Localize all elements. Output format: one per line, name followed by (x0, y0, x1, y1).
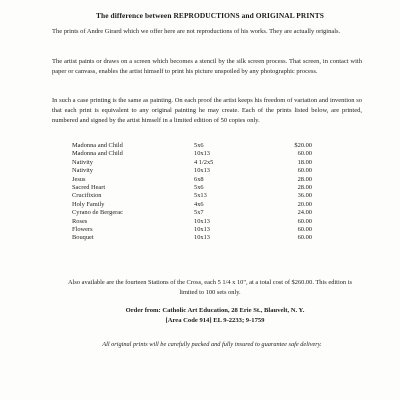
price-row (72, 218, 312, 226)
print-title: Nativity (72, 167, 93, 175)
order-info (55, 306, 375, 326)
stations-of-the-cross-note: Also available are the fourteen Stations of the Cross, each 5 1/4 x 10", at a total cost of $260.00. This edition is limited to 100 sets only. (68, 279, 352, 296)
print-price: $20.00 (294, 142, 312, 149)
print-title: Cyrano de Bergerac (72, 209, 123, 217)
print-size: 10x13 (194, 150, 210, 158)
print-size: 4 1/2x5 (194, 158, 214, 166)
intro-paragraph: The prints of Andre Girard which we offer here are not reproductions of his works. They are actually originals. (52, 28, 341, 35)
shipping-note: All original prints will be carefully packed and fully insured to guarantee safe delivery. (102, 341, 322, 348)
print-title: Madonna and Child (72, 142, 123, 149)
print-title: Jesus (72, 175, 86, 183)
print-price: 20.00 (297, 200, 312, 208)
print-size: 6x8 (194, 175, 204, 183)
print-size: 5x13 (194, 192, 207, 200)
print-size: 5x7 (194, 209, 204, 217)
print-price: 60.00 (297, 150, 312, 158)
print-size: 10x13 (194, 217, 210, 225)
print-title: Flowers (72, 226, 93, 234)
print-size: 10x13 (194, 167, 210, 175)
print-price: 24.00 (297, 209, 312, 217)
price-row (72, 167, 312, 175)
price-row (72, 209, 312, 217)
print-size: 10x13 (194, 234, 210, 242)
price-row (72, 226, 312, 234)
price-row (72, 234, 312, 242)
print-title: Sacred Heart (72, 184, 106, 192)
print-price: 28.00 (297, 175, 312, 183)
print-price: 36.00 (297, 192, 312, 200)
print-price-table (72, 142, 312, 243)
print-price: 60.00 (297, 167, 312, 175)
print-title: Bouquet (72, 234, 94, 242)
price-row (72, 184, 312, 192)
print-title: Nativity (72, 158, 93, 166)
print-price: 28.00 (297, 184, 312, 192)
price-row (72, 192, 312, 200)
order-address: Order from: Catholic Art Education, 28 Erie St., Blauvelt, N. Y. (125, 307, 305, 314)
price-row (72, 201, 312, 209)
price-row (72, 159, 312, 167)
print-size: 4x6 (194, 200, 204, 208)
print-price: 60.00 (297, 226, 312, 234)
print-title: Roses (72, 217, 88, 225)
print-price: 60.00 (297, 217, 312, 225)
order-phone: [Area Code 914] EL 9-2233; 9-1759 (165, 317, 265, 324)
price-row (72, 142, 312, 150)
print-title: Madonna and Child (72, 150, 123, 158)
print-size: 5x6 (194, 142, 204, 149)
process-paragraph: The artist paints or draws on a screen which becomes a stencil by the silk screen process. That screen, in contact with paper or canvass, enables the artist himself to print his picture unspoiled by any photographic process. (52, 58, 362, 75)
print-title: Holy Family (72, 200, 105, 208)
print-title: Crucifixion (72, 192, 102, 200)
page-title: The difference between REPRODUCTIONS and ORIGINAL PRINTS (95, 11, 324, 20)
price-row (72, 150, 312, 158)
price-row (72, 176, 312, 184)
print-price: 18.00 (297, 158, 312, 166)
edition-paragraph: In such a case printing is the same as painting. On each proof the artist keeps his freedom of variation and invention so that each print is equivalent to any original painting he may create. Each of the prints listed below, are printed, numbered and signed by the artist himself in a limited edition of 50 copies only. (52, 97, 362, 124)
print-price: 60.00 (297, 234, 312, 242)
print-size: 5x6 (194, 184, 204, 192)
print-size: 10x13 (194, 226, 210, 234)
